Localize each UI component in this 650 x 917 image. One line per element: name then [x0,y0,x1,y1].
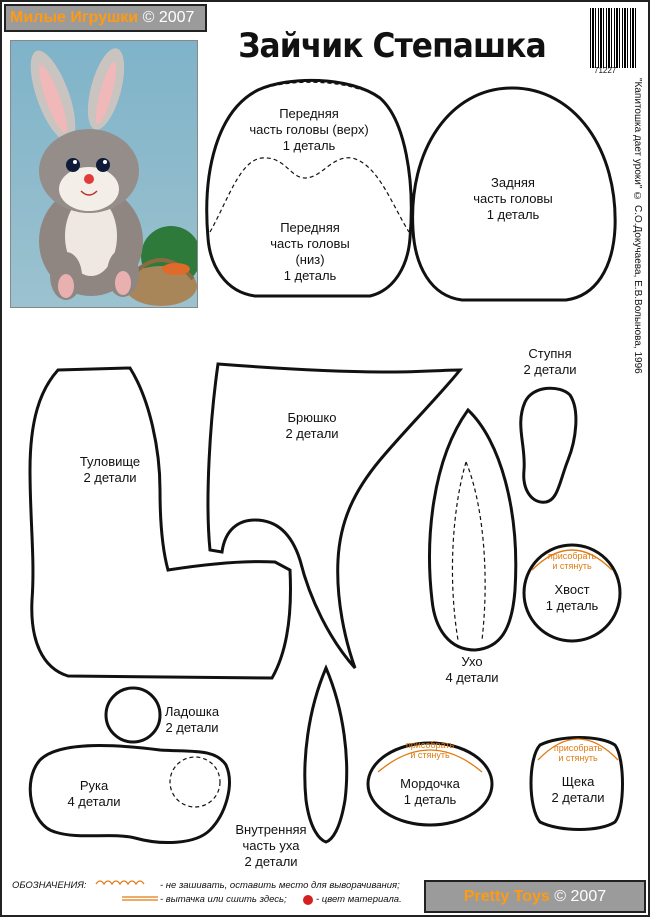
tail-gather-label [542,551,602,571]
head-front-top-name: Передняя [279,106,339,121]
belly-name: Брюшко [287,410,337,425]
inner-ear-count: 2 детали [244,854,298,869]
tail-label [532,582,612,614]
head-front-top-label [235,106,383,154]
legend-item-opening: - не зашивать, оставить место для выворачивания; [160,880,400,891]
head-front-bottom-name: Передняя [280,220,340,235]
head-front-bottom-line2: часть головы [270,236,350,251]
belly-label [272,410,352,442]
cheek-label [538,774,618,806]
muzzle-label [385,776,475,808]
cheek-gather-label [548,743,608,763]
ear-name: Ухо [461,654,483,669]
tail-name: Хвост [554,582,590,597]
palm-count: 2 детали [165,720,219,735]
footer-brand-copyright: © 2007 [554,888,607,905]
foot-outline [521,388,576,502]
legend-title: ОБОЗНАЧЕНИЯ: [12,880,87,891]
legend-item-material: - цвет материала. [316,894,402,905]
barcode-number: 71227 [594,66,617,75]
brand-name: Милые Игрушки [10,9,139,26]
brand-copyright: © 2007 [142,9,195,26]
head-back-count: 1 деталь [486,207,540,222]
muzzle-count: 1 деталь [403,792,457,807]
foot-name: Ступня [528,346,572,361]
legend-item-dart: - вытачка или сшить здесь; [160,894,287,905]
inner-ear-name: Внутренняя [235,822,307,837]
inner-ear-line2: часть уха [242,838,300,853]
torso-name: Туловище [79,454,141,469]
head-front-bottom-count: 1 деталь [283,268,337,283]
arm-count: 4 детали [67,794,121,809]
muzzle-gather-label [400,740,460,760]
head-front-top-line2: часть головы (верх) [249,122,369,137]
torso-label [70,454,150,486]
foot-count: 2 детали [523,362,577,377]
legend-opening-icon [96,881,144,884]
muzzle-gather-line1: присобрать [405,740,455,750]
head-front-bottom-label [250,220,370,284]
tail-count: 1 деталь [545,598,599,613]
foot-label [510,346,590,378]
belly-count: 2 детали [285,426,339,441]
legend-dart-icon [122,897,158,900]
palm-name: Ладошка [164,704,220,719]
head-back-line2: часть головы [473,191,553,206]
legend-material-dot-icon [303,895,313,905]
cheek-name: Щека [561,774,595,789]
page-title: Зайчик Степашка [238,26,546,66]
cheek-gather-line2: и стянуть [558,753,598,763]
cheek-gather-line1: присобрать [553,743,603,753]
palm-label [152,704,232,736]
brand-logo-bottom [424,880,646,913]
cheek-count: 2 детали [551,790,605,805]
head-front-bottom-line3: (низ) [295,252,325,267]
head-back-name: Задняя [491,175,535,190]
muzzle-gather-line2: и стянуть [410,750,450,760]
ear-label [432,654,512,686]
muzzle-name: Мордочка [400,776,460,791]
tail-gather-line2: и стянуть [552,561,592,571]
tail-gather-line1: присобрать [547,551,597,561]
credit-text: "Капитошка дает уроки" © С.О.Докучаева, Е.В.Волынова, 1996 [632,78,643,374]
ear-count: 4 детали [445,670,499,685]
footer-brand-name: Pretty Toys [463,888,550,905]
ear-outline [430,410,516,650]
head-front-top-count: 1 деталь [282,138,336,153]
torso-count: 2 детали [83,470,137,485]
inner-ear-label [226,822,316,870]
arm-label [54,778,134,810]
head-back-label [458,175,568,223]
inner-ear-outline [305,668,347,842]
arm-name: Рука [79,778,109,793]
